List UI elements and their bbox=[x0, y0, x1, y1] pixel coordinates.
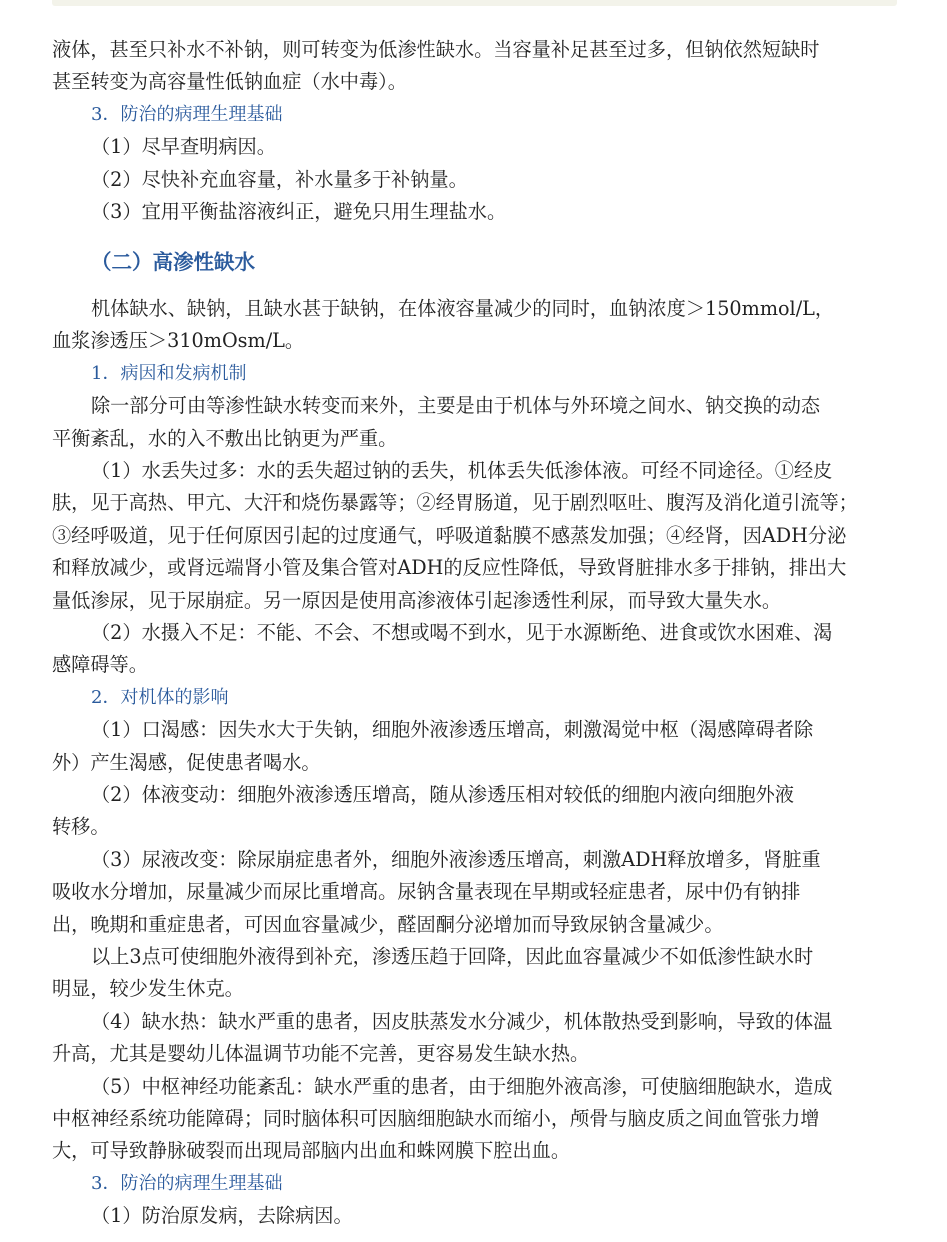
text-line: （3）尿液改变：除尿崩症患者外，细胞外液渗透压增高，刺激ADH释放增多，肾脏重 bbox=[91, 848, 821, 871]
subheading: 3．防治的病理生理基础 bbox=[91, 1173, 283, 1194]
subheading: 3．防治的病理生理基础 bbox=[91, 104, 283, 125]
text-line: 中枢神经系统功能障碍；同时脑体积可因脑细胞缺水而缩小，颅骨与脑皮质之间血管张力增 bbox=[52, 1107, 820, 1130]
text-line: 大，可导致静脉破裂而出现局部脑内出血和蛛网膜下腔出血。 bbox=[52, 1139, 571, 1162]
text-line: （1）水丢失过多：水的丢失超过钠的丢失，机体丢失低渗体液。可经不同途径。①经皮 bbox=[91, 459, 833, 482]
text-line: 除一部分可由等渗性缺水转变而来外，主要是由于机体与外环境之间水、钠交换的动态 bbox=[91, 394, 821, 417]
subheading: 1．病因和发病机制 bbox=[91, 363, 247, 384]
text-line: 血浆渗透压＞310mOsm/L。 bbox=[52, 329, 305, 352]
text-line: 转移。 bbox=[52, 815, 110, 838]
text-line: 和释放减少，或肾远端肾小管及集合管对ADH的反应性降低，导致肾脏排水多于排钠，排出大 bbox=[52, 556, 847, 579]
text-line: （2）尽快补充血容量，补水量多于补钠量。 bbox=[91, 168, 468, 191]
text-line: （5）中枢神经功能紊乱：缺水严重的患者，由于细胞外液高渗，可使脑细胞缺水，造成 bbox=[91, 1075, 833, 1098]
text-line: （3）宜用平衡盐溶液纠正，避免只用生理盐水。 bbox=[91, 200, 507, 223]
text-line: （4）缺水热：缺水严重的患者，因皮肤蒸发水分减少，机体散热受到影响，导致的体温 bbox=[91, 1010, 833, 1033]
text-line: 肤，见于高热、甲亢、大汗和烧伤暴露等；②经胃肠道，见于剧烈呕吐、腹泻及消化道引流等； bbox=[52, 491, 858, 514]
subheading: 2．对机体的影响 bbox=[91, 687, 229, 708]
text-line: 量低渗尿，见于尿崩症。另一原因是使用高渗液体引起渗透性利尿，而导致大量失水。 bbox=[52, 589, 782, 612]
text-line: 机体缺水、缺钠，且缺水甚于缺钠，在体液容量减少的同时，血钠浓度＞150mmol/L， bbox=[91, 297, 835, 320]
text-line: （1）口渴感：因失水大于失钠，细胞外液渗透压增高，刺激渴觉中枢（渴感障碍者除 bbox=[91, 718, 814, 741]
text-line: 外）产生渴感，促使患者喝水。 bbox=[52, 751, 321, 774]
text-line: 吸收水分增加，尿量减少而尿比重增高。尿钠含量表现在早期或轻症患者，尿中仍有钠排 bbox=[52, 880, 801, 903]
text-line: 液体，甚至只补水不补钠，则可转变为低渗性缺水。当容量补足甚至过多，但钠依然短缺时 bbox=[52, 38, 820, 61]
page-top-border bbox=[52, 0, 897, 6]
text-line: （2）水摄入不足：不能、不会、不想或喝不到水，见于水源断绝、进食或饮水困难、渴 bbox=[91, 621, 833, 644]
text-line: 平衡紊乱，水的入不敷出比钠更为严重。 bbox=[52, 427, 398, 450]
text-line: （1）尽早查明病因。 bbox=[91, 135, 276, 158]
text-line: ③经呼吸道，见于任何原因引起的过度通气，呼吸道黏膜不感蒸发加强；④经肾，因ADH分泌 bbox=[52, 524, 847, 547]
text-line: 明显，较少发生休克。 bbox=[52, 977, 244, 1000]
text-line: 感障碍等。 bbox=[52, 653, 148, 676]
text-line: 以上3点可使细胞外液得到补充，渗透压趋于回降，因此血容量减少不如低渗性缺水时 bbox=[91, 945, 814, 968]
section-title: （二）高渗性缺水 bbox=[91, 250, 255, 274]
text-line: 甚至转变为高容量性低钠血症（水中毒）。 bbox=[52, 70, 407, 93]
text-line: 出，晚期和重症患者，可因血容量减少，醛固酮分泌增加而导致尿钠含量减少。 bbox=[52, 913, 724, 936]
text-line: （1）防治原发病，去除病因。 bbox=[91, 1204, 353, 1227]
text-line: （2）体液变动：细胞外液渗透压增高，随从渗透压相对较低的细胞内液向细胞外液 bbox=[91, 783, 794, 806]
text-line: 升高，尤其是婴幼儿体温调节功能不完善，更容易发生缺水热。 bbox=[52, 1042, 590, 1065]
